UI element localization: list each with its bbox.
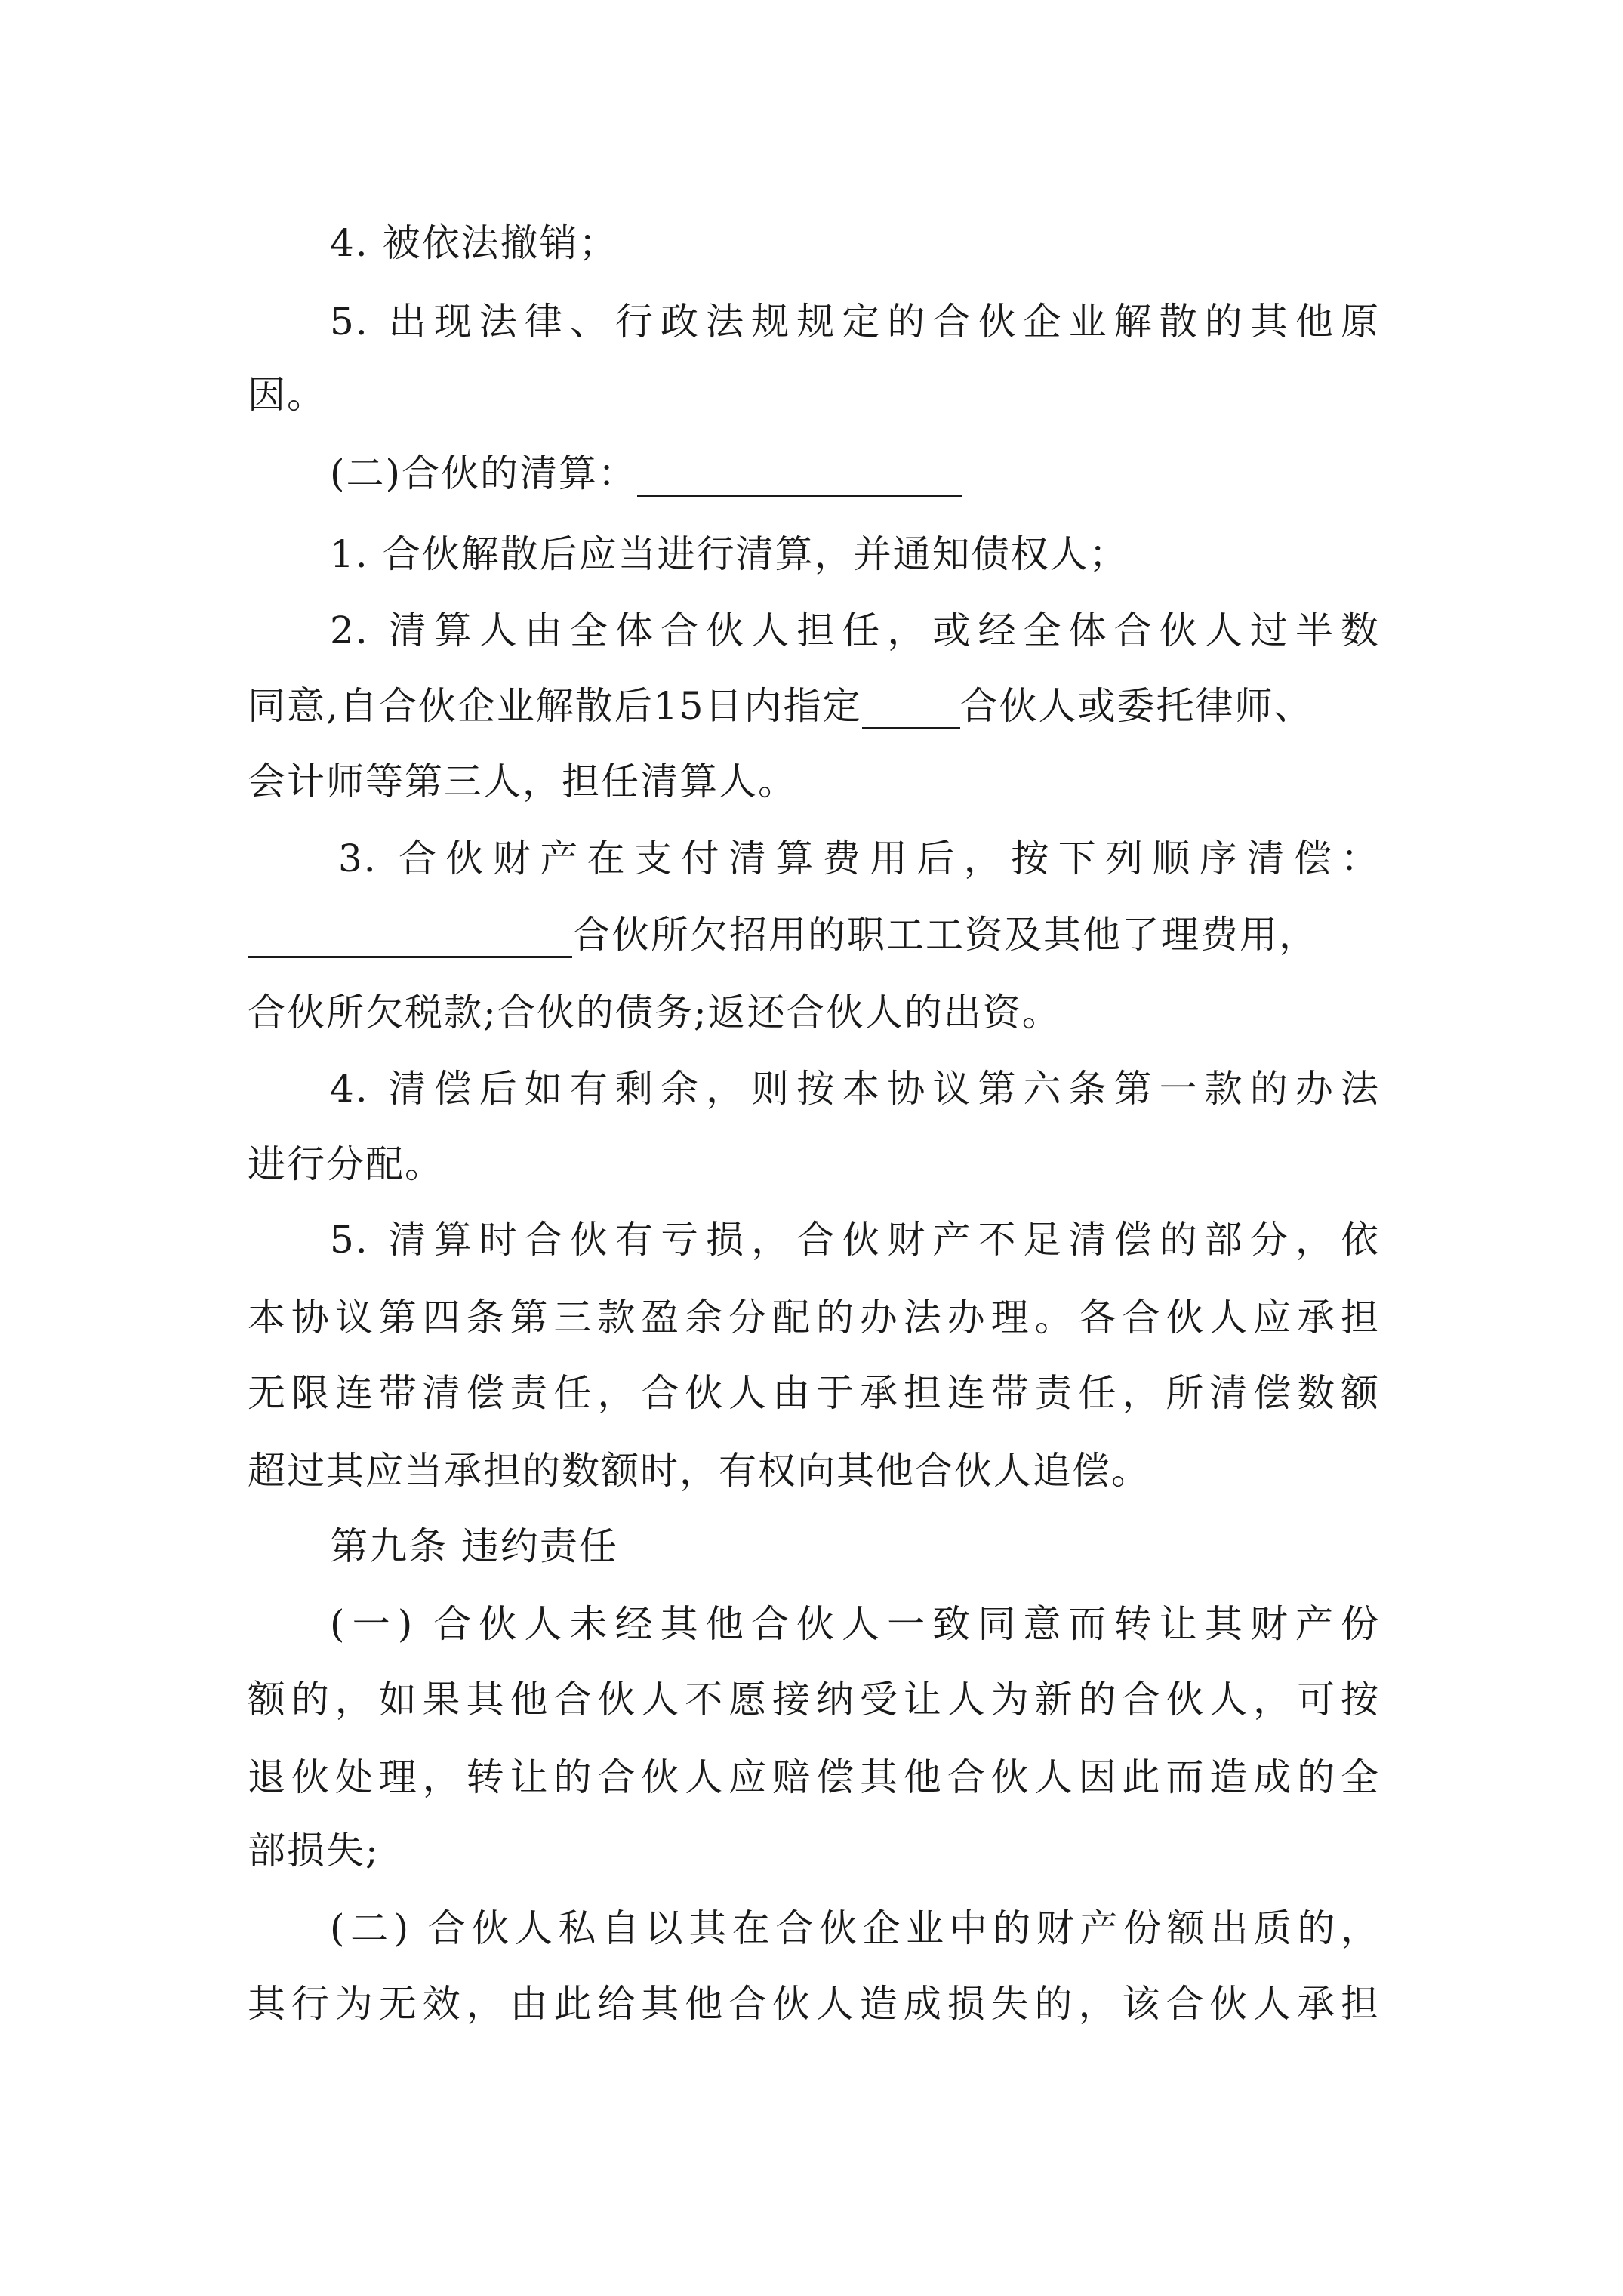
text-line-7-part-2: 合伙人或委托律师、 — [959, 684, 1313, 728]
text-line-20: 额的，如果其他合伙人不愿接纳受让人为新的合伙人，可按 — [248, 1678, 1380, 1721]
article-heading: 第九条 违约责任 — [330, 1524, 618, 1568]
text-line-17: 超过其应当承担的数额时，有权向其他合伙人追偿。 — [248, 1449, 1150, 1493]
text-line-15: 本协议第四条第三款盈余分配的办法办理。各合伙人应承担 — [248, 1296, 1380, 1339]
text-line-23: (二) 合伙人私自以其在合伙企业中的财产份额出质的， — [330, 1906, 1380, 1950]
section-heading-liquidation: (二)合伙的清算： — [330, 451, 638, 495]
text-line-12: 4. 清偿后如有剩余，则按本协议第六条第一款的办法 — [330, 1067, 1380, 1111]
text-line-10 — [248, 895, 1380, 974]
text-line-24: 其行为无效，由此给其他合伙人造成损失的，该合伙人承担 — [248, 1982, 1380, 2026]
text-line-11: 合伙所欠税款;合伙的债务;返还合伙人的出资。 — [248, 991, 1061, 1034]
blank-underline — [637, 449, 962, 497]
text-line-2: 5. 出现法律、行政法规规定的合伙企业解散的其他原 — [330, 300, 1380, 344]
text-line-1: 4. 被依法撤销； — [330, 221, 618, 265]
text-line-4 — [330, 434, 1380, 513]
text-line-7 — [248, 667, 1380, 745]
text-line-13: 进行分配。 — [248, 1142, 444, 1186]
text-line-16: 无限连带清偿责任，合伙人由于承担连带责任，所清偿数额 — [248, 1371, 1380, 1415]
text-line-8: 会计师等第三人，担任清算人。 — [248, 760, 797, 803]
text-line-22: 部损失; — [248, 1829, 380, 1872]
text-line-6: 2. 清算人由全体合伙人担任，或经全体合伙人过半数 — [330, 609, 1380, 652]
text-line-19: (一) 合伙人未经其他合伙人一致同意而转让其财产份 — [330, 1602, 1380, 1646]
text-line-3: 因。 — [248, 373, 326, 417]
blank-underline-short — [862, 682, 960, 729]
text-line-14: 5. 清算时合伙有亏损，合伙财产不足清偿的部分，依 — [330, 1218, 1380, 1262]
text-line-10-text: 合伙所欠招用的职工工资及其他了理费用， — [572, 913, 1318, 957]
text-line-5: 1. 合伙解散后应当进行清算，并通知债权人； — [330, 532, 1129, 576]
blank-underline-leading — [248, 911, 572, 958]
text-line-7-part-1: 同意,自合伙企业解散后15日内指定 — [248, 684, 862, 728]
text-line-9: 3. 合伙财产在支付清算费用后，按下列顺序清偿： — [338, 837, 1380, 880]
text-line-21: 退伙处理，转让的合伙人应赔偿其他合伙人因此而造成的全 — [248, 1755, 1380, 1799]
